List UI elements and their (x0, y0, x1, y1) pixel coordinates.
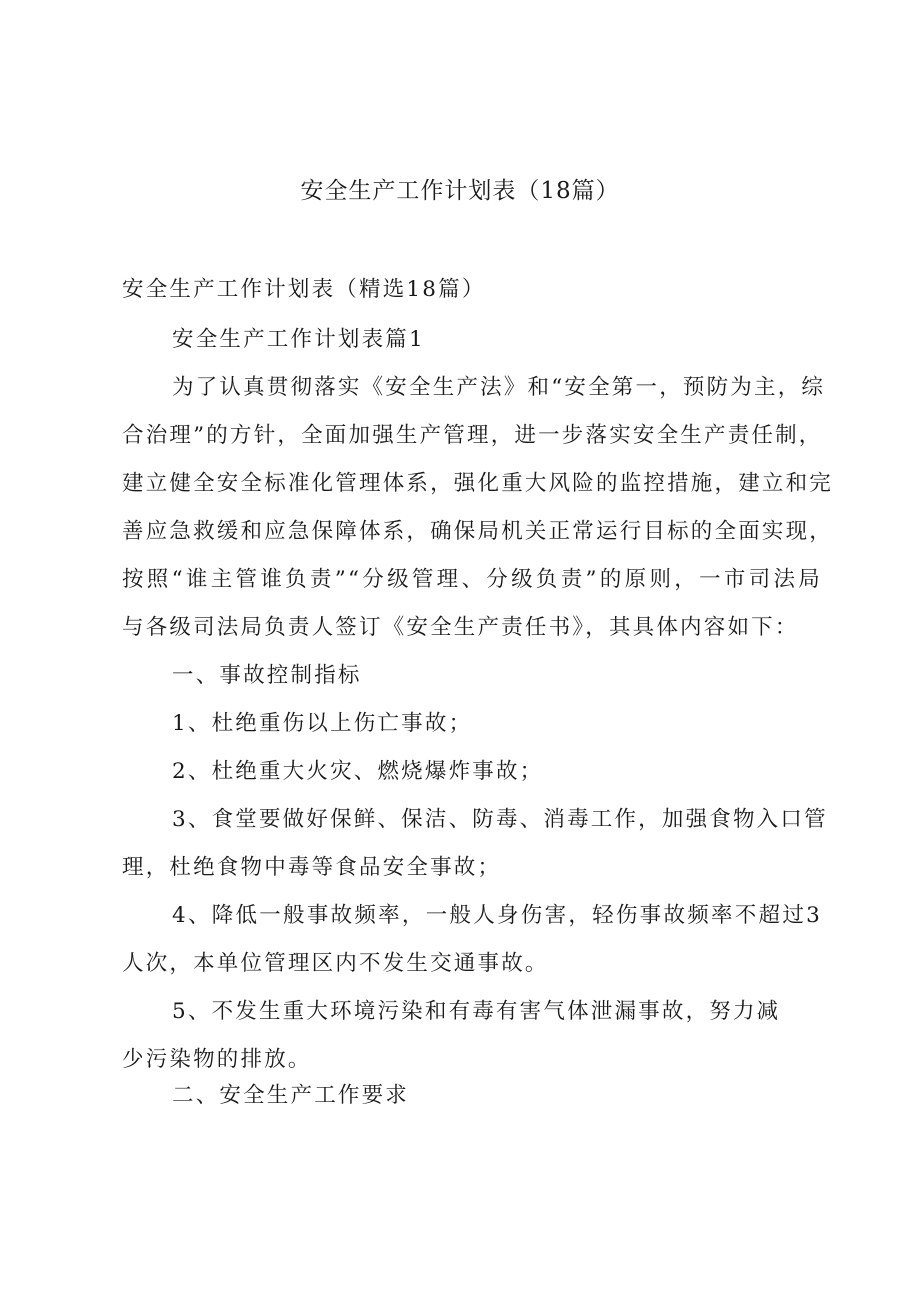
list-item: 1、杜绝重伤以上伤亡事故； (172, 711, 473, 736)
paragraph-line: 与各级司法局负责人签订《安全生产责任书》，其具体内容如下： (122, 615, 799, 640)
heading-safety-requirements: 二、安全生产工作要求 (172, 1083, 410, 1108)
list-item-continuation: 理，杜绝食物中毒等食品安全事故； (122, 855, 502, 880)
document-title: 安全生产工作计划表（18篇） (300, 178, 620, 204)
heading-accident-control: 一、事故控制指标 (172, 663, 362, 688)
paragraph-line: 建立健全安全标准化管理体系，强化重大风险的监控措施，建立和完 (122, 471, 834, 496)
document-subtitle: 安全生产工作计划表（精选18篇） (122, 277, 486, 302)
section-heading: 安全生产工作计划表篇1 (172, 327, 425, 352)
list-item: 5、不发生重大环境污染和有毒有害气体泄漏事故，努力减 (172, 999, 781, 1024)
paragraph-line: 按照“谁主管谁负责”“分级管理、分级负责”的原则，一市司法局 (122, 567, 822, 592)
list-item-continuation: 人次，本单位管理区内不发生交通事故。 (122, 951, 549, 976)
paragraph-line: 为了认真贯彻落实《安全生产法》和“安全第一，预防为主，综 (172, 375, 826, 400)
list-item: 3、食堂要做好保鲜、保洁、防毒、消毒工作，加强食物入口管 (172, 807, 828, 832)
paragraph-line: 合治理”的方针，全面加强生产管理，进一步落实安全生产责任制， (122, 423, 823, 448)
list-item: 2、杜绝重大火灾、燃烧爆炸事故； (172, 759, 544, 784)
paragraph-line: 善应急救缓和应急保障体系，确保局机关正常运行目标的全面实现， (122, 519, 834, 544)
list-item-continuation: 少污染物的排放。 (122, 1047, 312, 1072)
list-item: 4、降低一般事故频率，一般人身伤害，轻伤事故频率不超过3 (172, 903, 822, 928)
